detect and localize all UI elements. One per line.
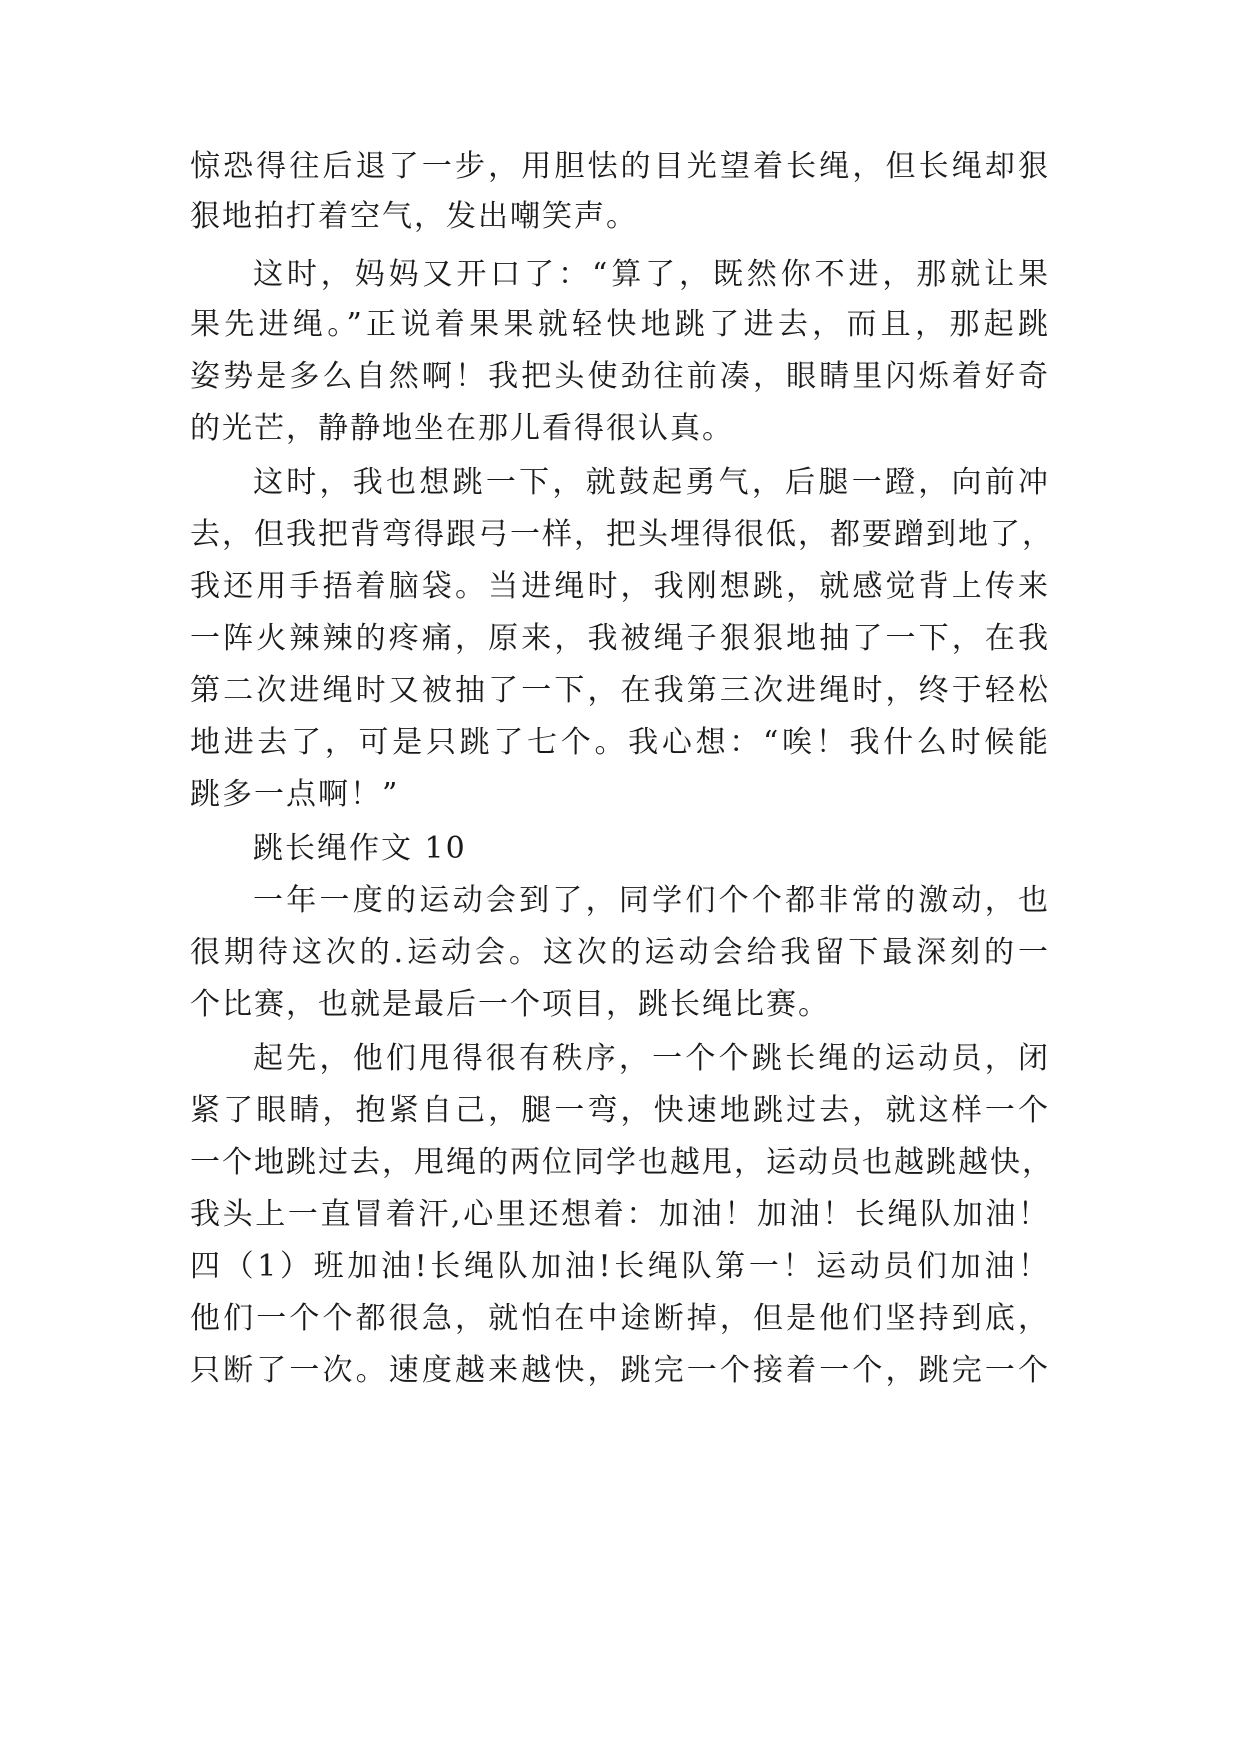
text-line: 果先进绳。”正说着果果就轻快地跳了进去，而且，那起跳 [190,307,1050,342]
text-line: 紧了眼睛，抱紧自己，腿一弯，快速地跳过去，就这样一个 [190,1093,1050,1128]
text-line: 我还用手捂着脑袋。当进绳时，我刚想跳，就感觉背上传来 [190,569,1050,604]
text-line: 的光芒，静静地坐在那儿看得很认真。 [190,411,734,446]
text-line: 个比赛，也就是最后一个项目，跳长绳比赛。 [190,987,830,1022]
text-line: 只断了一次。速度越来越快，跳完一个接着一个，跳完一个 [190,1353,1050,1388]
text-line: 一阵火辣辣的疼痛，原来，我被绳子狠狠地抽了一下，在我 [190,621,1050,656]
text-line: 姿势是多么自然啊！我把头使劲往前凑，眼睛里闪烁着好奇 [190,359,1050,394]
text-line: 一个地跳过去，甩绳的两位同学也越甩，运动员也越跳越快， [190,1145,1054,1180]
text-line: 这时，我也想跳一下，就鼓起勇气，后腿一蹬，向前冲 [253,465,1050,500]
text-line: 这时，妈妈又开口了：“算了，既然你不进，那就让果 [253,257,1050,292]
text-line: 狠地拍打着空气，发出嘲笑声。 [190,199,638,234]
text-line: 一年一度的运动会到了，同学们个个都非常的激动，也 [253,883,1050,918]
text-line: 很期待这次的.运动会。这次的运动会给我留下最深刻的一 [190,935,1050,970]
text-line: 惊恐得往后退了一步，用胆怯的目光望着长绳，但长绳却狠 [190,149,1050,184]
text-line: 第二次进绳时又被抽了一下，在我第三次进绳时，终于轻松 [190,673,1050,708]
text-line: 四（1）班加油!长绳队加油!长绳队第一！运动员们加油！ [190,1249,1050,1284]
text-line: 起先，他们甩得很有秩序，一个个跳长绳的运动员，闭 [253,1041,1050,1076]
text-line: 我头上一直冒着汗,心里还想着：加油！加油！长绳队加油！ [190,1197,1050,1232]
text-line: 他们一个个都很急，就怕在中途断掉，但是他们坚持到底， [190,1301,1050,1336]
section-heading: 跳长绳作文 10 [253,831,467,866]
text-line: 去，但我把背弯得跟弓一样，把头埋得很低，都要蹭到地了， [190,517,1054,552]
text-line: 跳多一点啊！” [190,777,400,812]
text-line: 地进去了，可是只跳了七个。我心想：“唉！我什么时候能 [190,725,1050,760]
